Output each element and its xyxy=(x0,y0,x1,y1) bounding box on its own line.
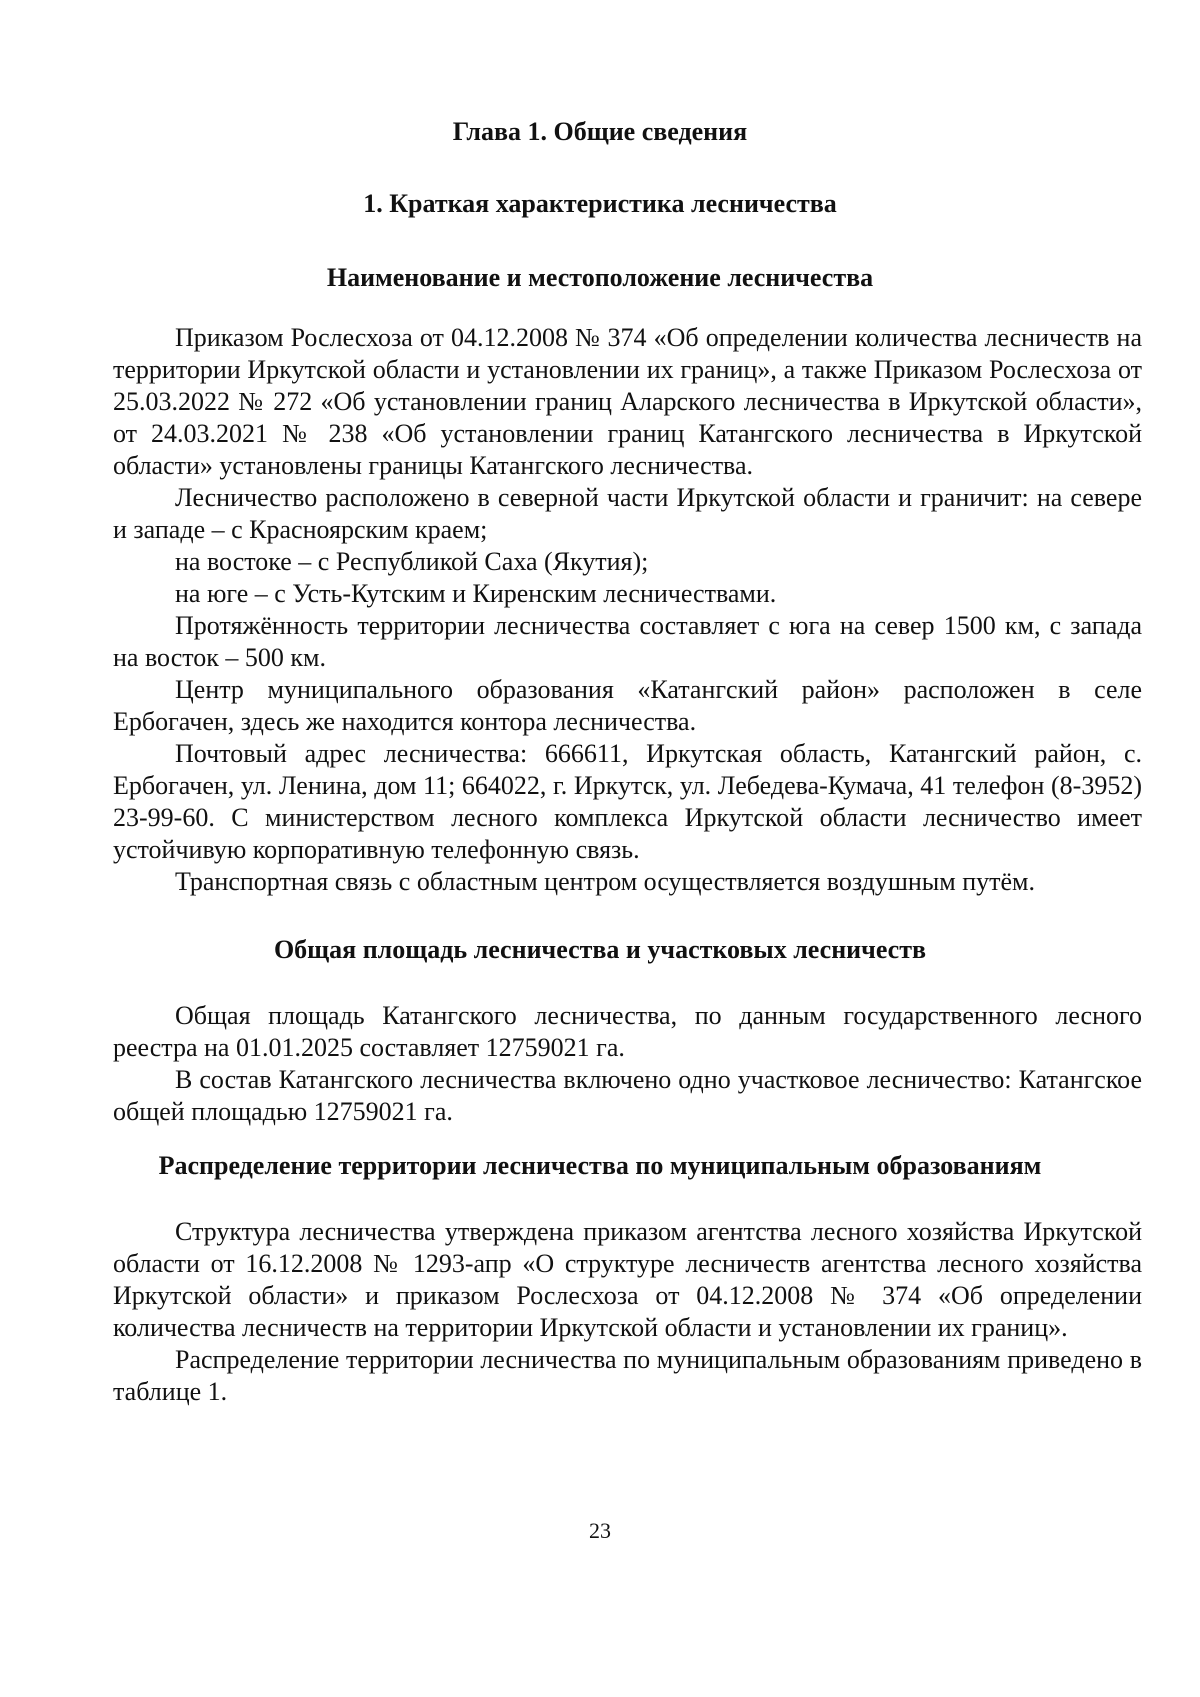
paragraph: Общая площадь Катангского лесничества, по данным государственного лесного реестра на 01.01.2025 составляет 12759021 га. xyxy=(113,1001,1142,1062)
paragraph: Структура лесничества утверждена приказом агентства лесного хозяйства Иркутской области от 16.12.2008 № 1293-апр «О структуре лесничеств агентства лесного хозяйства Иркутской области» и приказом Рослесхоза от 04.12.2008 № 374 «Об определении количества лесничеств на территории Иркутской области и установлении их границ». xyxy=(113,1217,1142,1342)
location-body xyxy=(113,322,1142,898)
paragraph: на востоке – с Республикой Саха (Якутия); xyxy=(175,547,649,576)
section-title: 1. Краткая характеристика лесничества xyxy=(363,189,837,218)
subsection-title-area: Общая площадь лесничества и участковых лесничеств xyxy=(273,935,927,964)
subsection-title-distribution: Распределение территории лесничества по муниципальным образованиям xyxy=(158,1151,1042,1180)
paragraph: Транспортная связь с областным центром осуществляется воздушным путём. xyxy=(175,867,1035,896)
paragraph: Приказом Рослесхоза от 04.12.2008 № 374 «Об определении количества лесничеств на территории Иркутской области и установлении их границ», а также Приказом Рослесхоза от 25.03.2022 № 272 «Об установлении границ Аларского лесничества в Иркутской области», от 24.03.2021 № 238 «Об установлении границ Катангского лесничества в Иркутской области» установлены границы Катангского лесничества. xyxy=(113,323,1142,480)
page-number: 23 xyxy=(589,1518,611,1543)
paragraph: В состав Катангского лесничества включено одно участковое лесничество: Катангское общей площадью 12759021 га. xyxy=(113,1065,1142,1126)
paragraph: на юге – с Усть-Кутским и Киренским лесничествами. xyxy=(175,579,777,608)
paragraph: Центр муниципального образования «Катангский район» расположен в селе Ербогачен, здесь же находится контора лесничества. xyxy=(113,675,1142,736)
subsection-title-location: Наименование и местоположение лесничества xyxy=(326,263,874,292)
area-body xyxy=(113,1000,1142,1128)
paragraph: Распределение территории лесничества по муниципальным образованиям приведено в таблице 1. xyxy=(113,1345,1142,1406)
paragraph: Протяжённость территории лесничества составляет с юга на север 1500 км, с запада на восток – 500 км. xyxy=(113,611,1142,672)
paragraph: Лесничество расположено в северной части Иркутской области и граничит: на севере и западе – с Красноярским краем; xyxy=(113,483,1142,544)
chapter-title: Глава 1. Общие сведения xyxy=(452,117,748,146)
distribution-body xyxy=(113,1216,1142,1408)
paragraph: Почтовый адрес лесничества: 666611, Иркутская область, Катангский район, с. Ербогачен, ул. Ленина, дом 11; 664022, г. Иркутск, ул. Лебедева-Кумача, 41 телефон (8-3952) 23-99-60. С министерством лесного комплекса Иркутской области лесничество имеет устойчивую корпоративную телефонную связь. xyxy=(113,739,1142,864)
